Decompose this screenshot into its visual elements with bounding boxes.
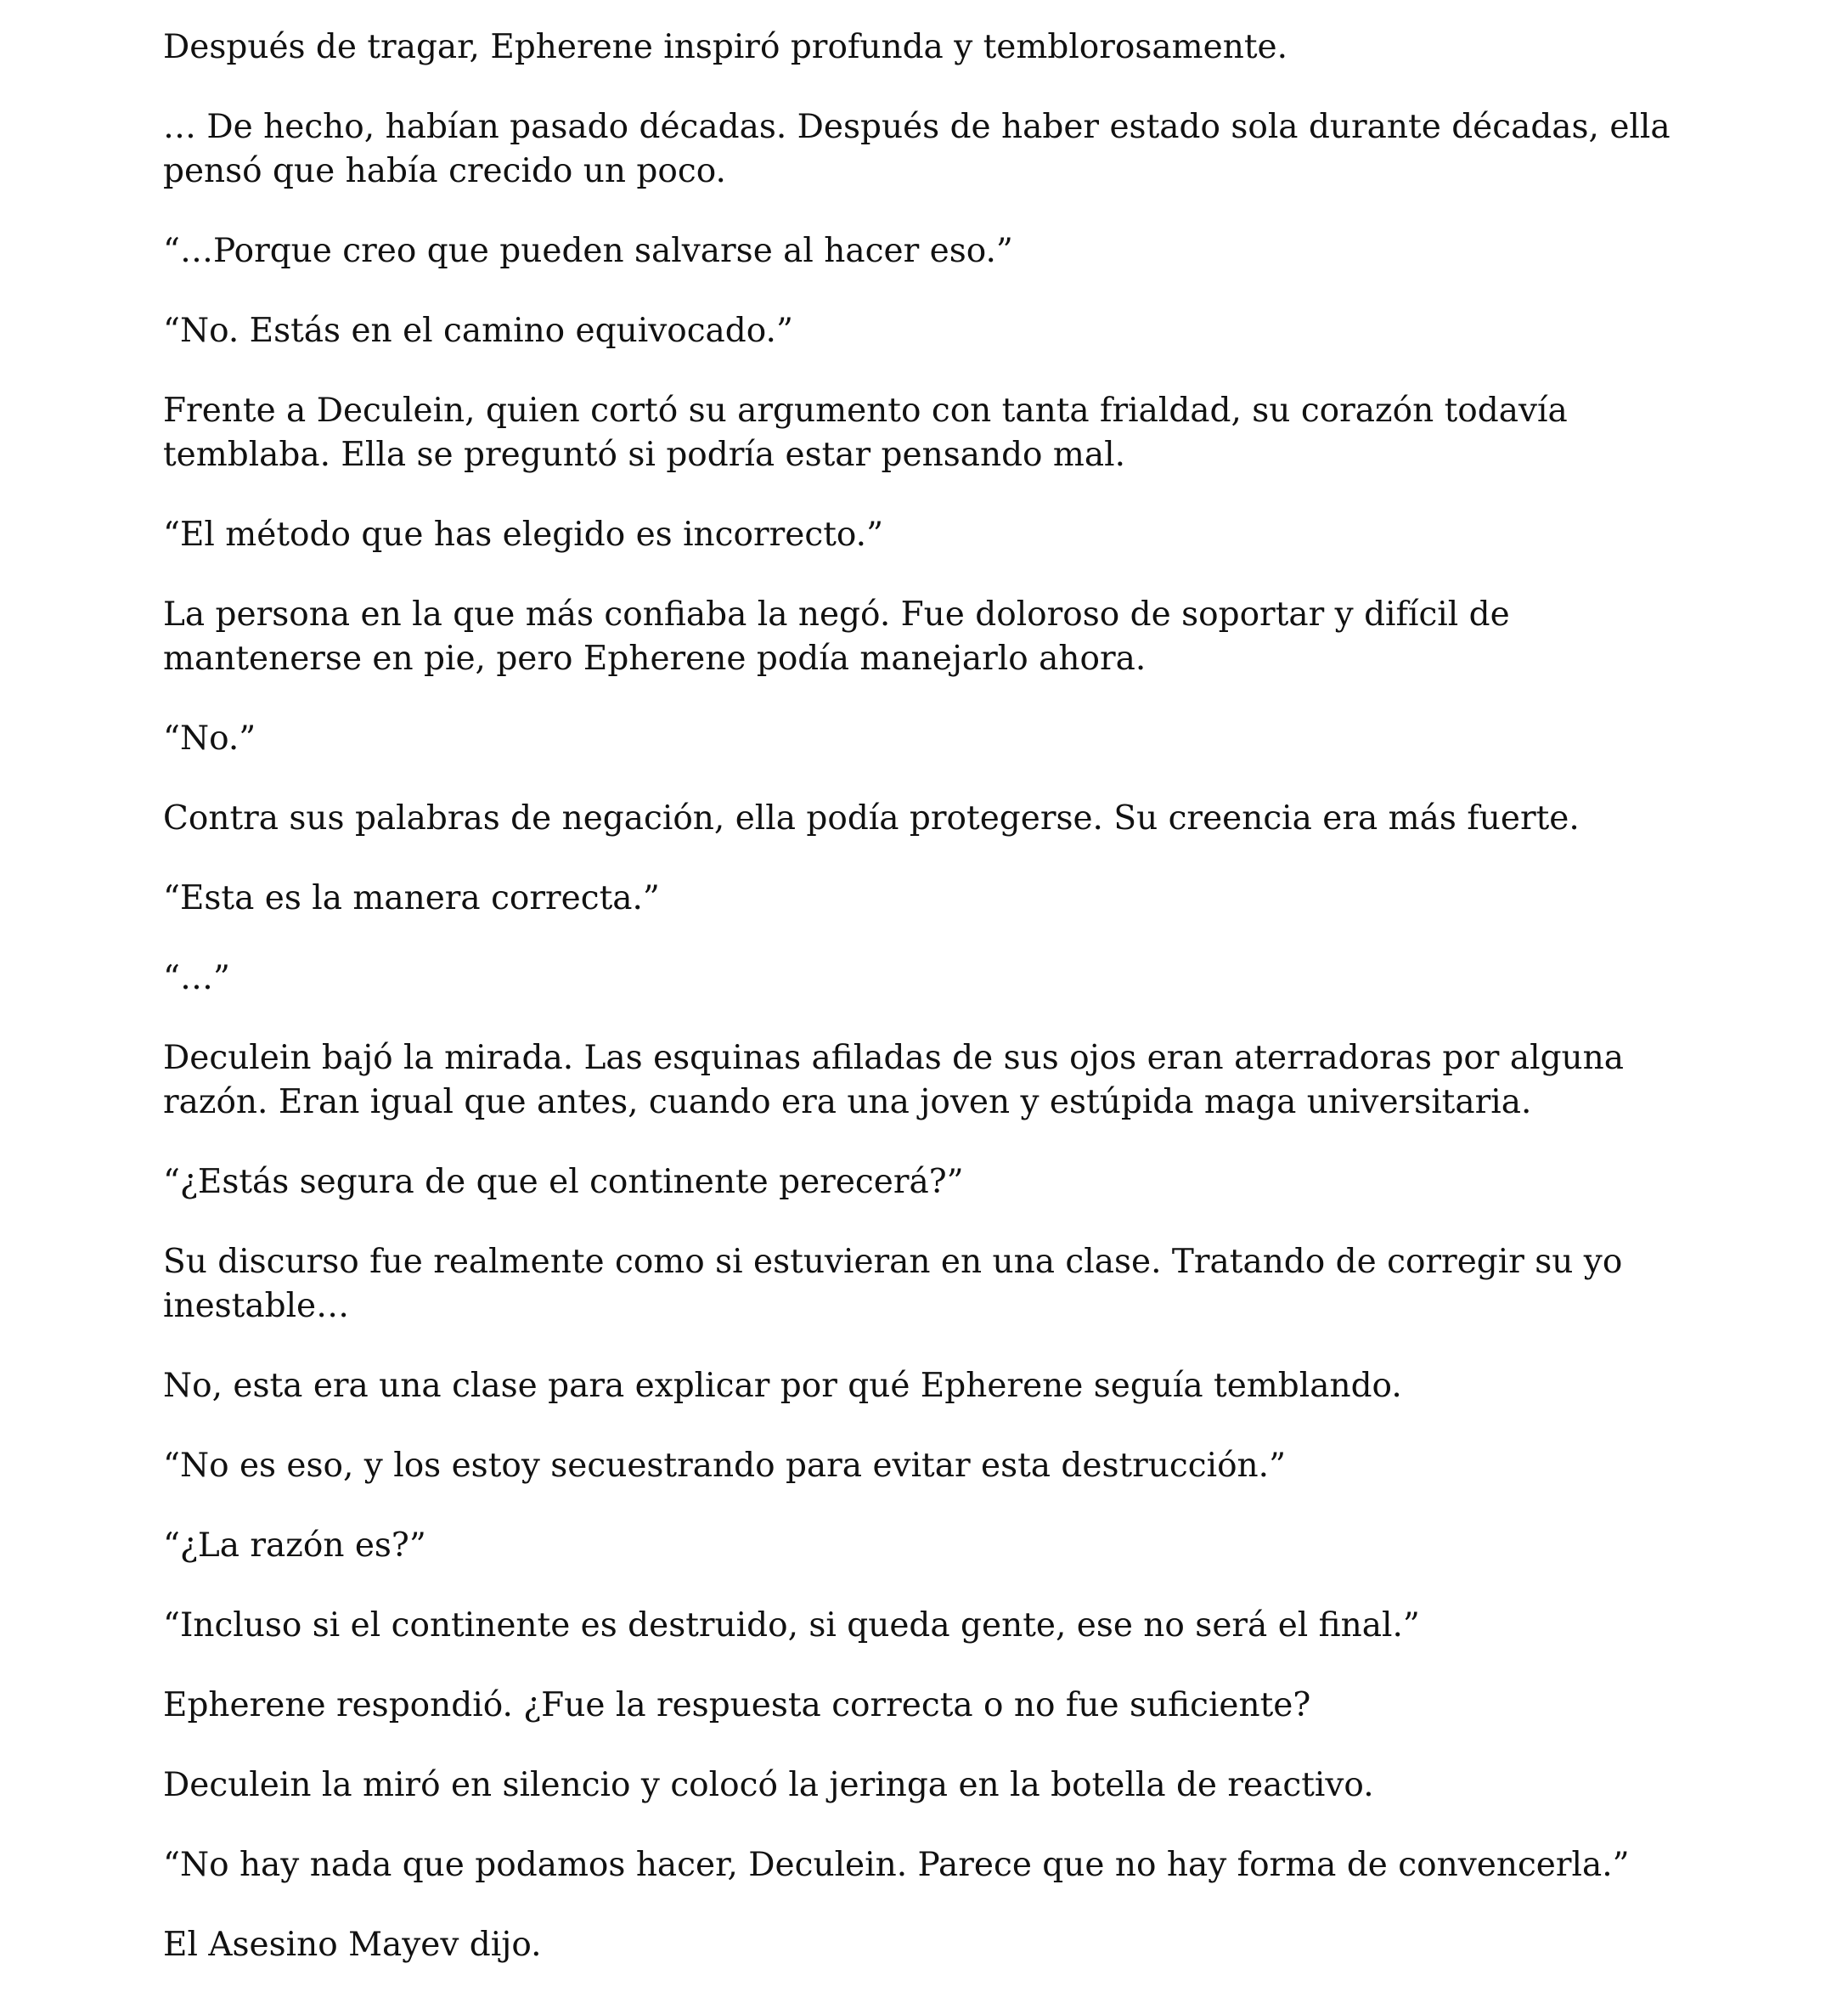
- paragraph: “No. Estás en el camino equivocado.”: [163, 312, 793, 350]
- paragraph: El Asesino Mayev dijo.: [163, 1926, 542, 1964]
- paragraph: “¿Estás segura de que el continente perecerá?”: [163, 1163, 964, 1201]
- paragraph: “…”: [163, 959, 230, 997]
- paragraph: Después de tragar, Epherene inspiró profunda y temblorosamente.: [163, 28, 1288, 66]
- paragraph: La persona en la que más confiaba la negó. Fue doloroso de soportar y difícil de mantenerse en pie, pero Epherene podía manejarlo ahora.: [163, 595, 1510, 678]
- paragraph: “¿La razón es?”: [163, 1526, 426, 1565]
- paragraph: Contra sus palabras de negación, ella podía protegerse. Su creencia era más fuerte.: [163, 799, 1580, 838]
- paragraph: “No.”: [163, 719, 256, 758]
- document-page: [163, 25, 1692, 2003]
- paragraph: Epherene respondió. ¿Fue la respuesta correcta o no fue suficiente?: [163, 1686, 1311, 1724]
- paragraph: “No hay nada que podamos hacer, Deculein. Parece que no hay forma de convencerla.”: [163, 1846, 1630, 1884]
- paragraph: Su discurso fue realmente como si estuvieran en una clase. Tratando de corregir su yo inestable…: [163, 1243, 1623, 1325]
- paragraph: “…Porque creo que pueden salvarse al hacer eso.”: [163, 232, 1013, 270]
- paragraph: “El método que has elegido es incorrecto.”: [163, 516, 884, 554]
- paragraph: “No es eso, y los estoy secuestrando para evitar esta destrucción.”: [163, 1447, 1287, 1485]
- paragraph: … De hecho, habían pasado décadas. Después de haber estado sola durante décadas, ella pensó que había crecido un poco.: [163, 108, 1671, 190]
- paragraph: Frente a Deculein, quien cortó su argumento con tanta frialdad, su corazón todavía temblaba. Ella se preguntó si podría estar pensando mal.: [163, 392, 1568, 474]
- paragraph: Deculein bajó la mirada. Las esquinas afiladas de sus ojos eran aterradoras por alguna razón. Eran igual que antes, cuando era una joven y estúpida maga universitaria.: [163, 1039, 1625, 1121]
- paragraph: Deculein la miró en silencio y colocó la jeringa en la botella de reactivo.: [163, 1766, 1374, 1804]
- paragraph: No, esta era una clase para explicar por qué Epherene seguía temblando.: [163, 1367, 1402, 1405]
- paragraph: “Incluso si el continente es destruido, si queda gente, ese no será el final.”: [163, 1606, 1420, 1645]
- paragraph: “Esta es la manera correcta.”: [163, 879, 660, 917]
